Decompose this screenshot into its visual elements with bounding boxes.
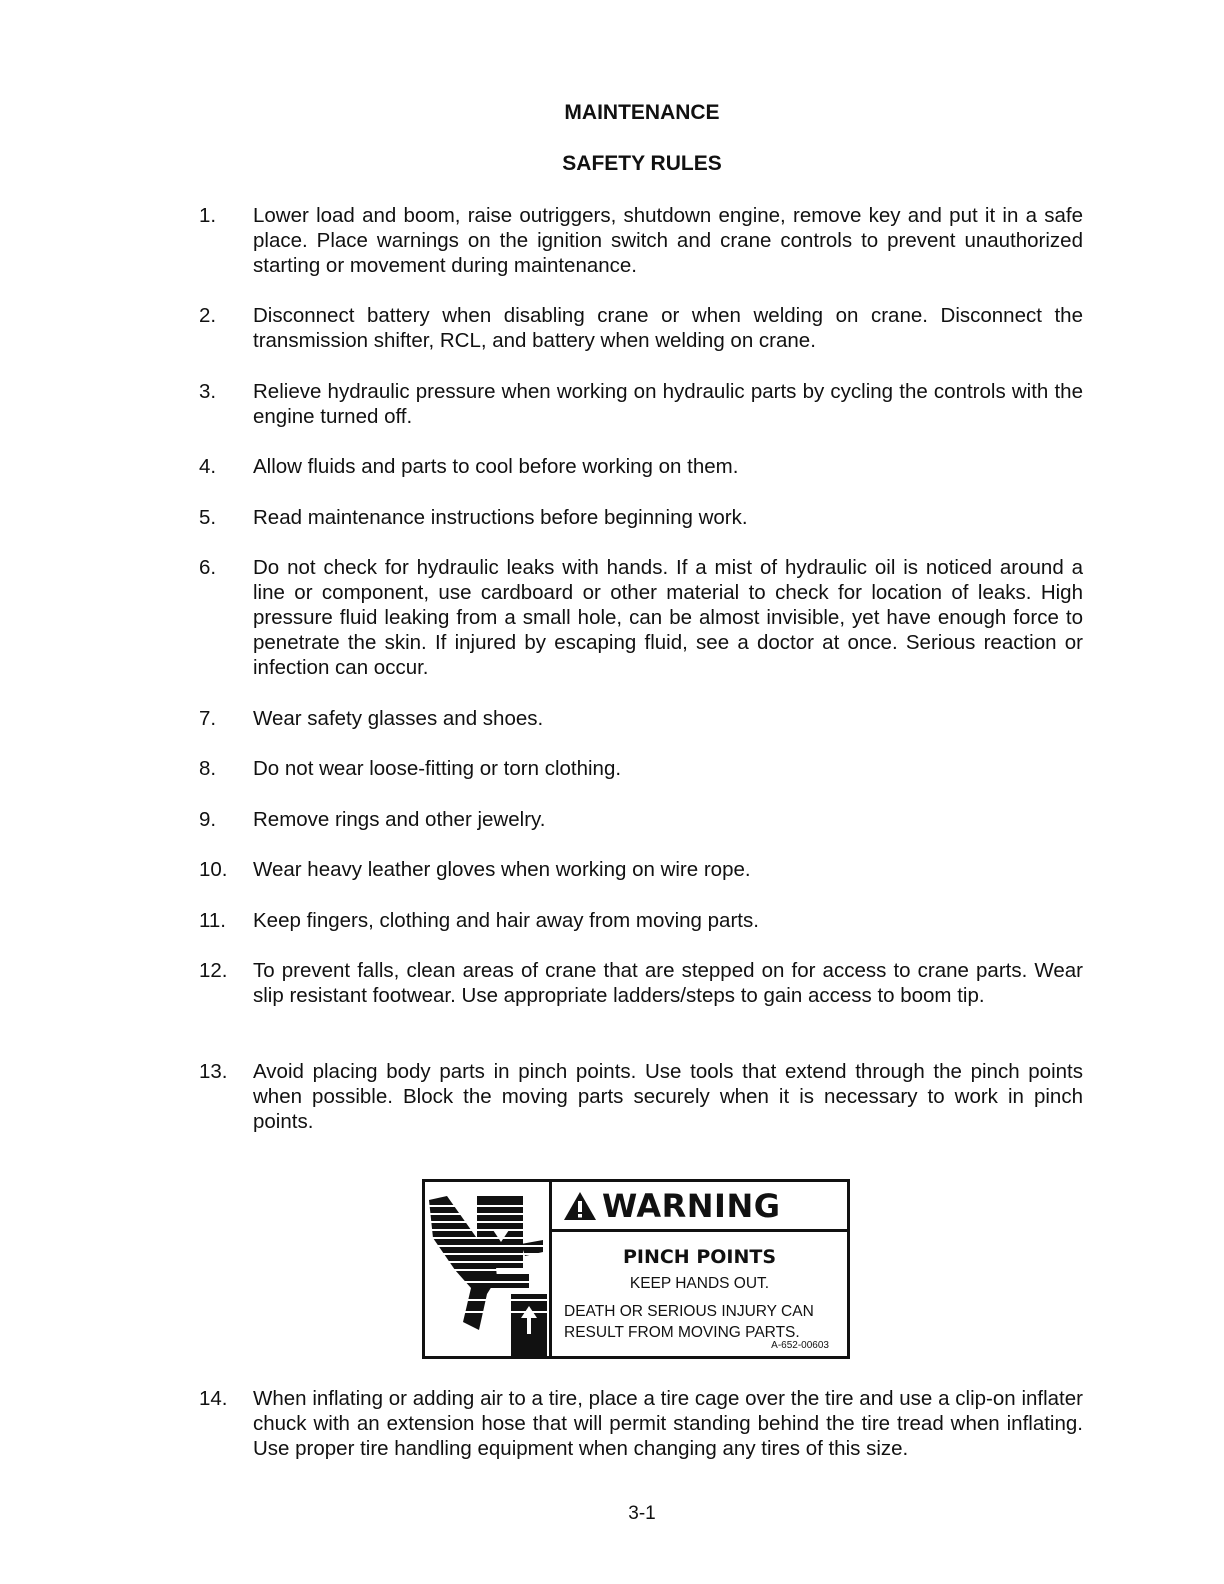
rule-item (199, 379, 1083, 429)
pinch-points-heading: PINCH POINTS (622, 1246, 777, 1268)
rule-text: Do not check for hydraulic leaks with hands. If a mist of hydraulic oil is noticed around a line or component, use cardboard or other material to check for location of leaks. High pressure fluid leaking from a small hole, can be almost invisible, yet have enough force to penetrate the skin. If injured by escaping fluid, see a doctor at once. Serious reaction or infection can occur. (253, 556, 1083, 679)
pinch-hand-pictogram (425, 1182, 552, 1356)
rule-number: 9. (199, 808, 217, 831)
sign-part-number: A-652-00603 (771, 1340, 829, 1351)
rule-number: 4. (199, 455, 217, 478)
rule-number: 2. (199, 304, 217, 327)
rule-number: 3. (199, 380, 217, 403)
rule-number: 11. (199, 909, 226, 932)
rule-text: Do not wear loose-fitting or torn clothing. (253, 757, 622, 780)
rule-item (199, 756, 1083, 781)
rule-number: 13. (199, 1060, 228, 1083)
rule-text: Relieve hydraulic pressure when working on hydraulic parts by cycling the controls with the engine turned off. (253, 380, 1083, 428)
rule-number: 1. (199, 204, 217, 227)
rule-number: 5. (199, 506, 217, 529)
section-title: SAFETY RULES (562, 152, 722, 175)
hazard-text (564, 1301, 814, 1343)
sign-text-panel (552, 1182, 847, 1356)
rule-number: 10. (199, 858, 228, 881)
rule-item (199, 555, 1083, 680)
rule-item (199, 857, 1083, 882)
rule-item (199, 958, 1083, 1008)
rule-text: Wear safety glasses and shoes. (253, 707, 544, 730)
rule-item (199, 505, 1083, 530)
rule-number: 6. (199, 556, 217, 579)
warning-banner (552, 1182, 847, 1232)
rule-item (199, 908, 1083, 933)
rule-text: When inflating or adding air to a tire, place a tire cage over the tire and use a clip-on inflater chuck with an extension hose that will permit standing behind the tire tread when inflating. Use proper tire handling equipment when changing any tires of this size. (253, 1387, 1083, 1460)
hazard-line-2: RESULT FROM MOVING PARTS. (564, 1324, 800, 1341)
rule-item (199, 1059, 1083, 1134)
keep-hands-out-text: KEEP HANDS OUT. (629, 1275, 770, 1292)
rule-text: Lower load and boom, raise outriggers, shutdown engine, remove key and put it in a safe place. Place warnings on the ignition switch and crane controls to prevent unauthorized starting or movement during maintenance. (253, 204, 1083, 277)
rule-number: 12. (199, 959, 228, 982)
rule-text: Read maintenance instructions before beginning work. (253, 506, 748, 529)
rule-item (199, 706, 1083, 731)
rule-text: To prevent falls, clean areas of crane that are stepped on for access to crane parts. Wear slip resistant footwear. Use appropriate ladders/steps to gain access to boom tip. (253, 959, 1083, 1007)
rule-item (199, 454, 1083, 479)
rule-text: Allow fluids and parts to cool before working on them. (253, 455, 739, 478)
rule-number: 8. (199, 757, 217, 780)
hazard-line-1: DEATH OR SERIOUS INJURY CAN (564, 1303, 814, 1320)
hand-pinch-icon (425, 1182, 549, 1356)
rule-number: 14. (199, 1387, 228, 1410)
rule-item (199, 203, 1083, 278)
rule-item (199, 807, 1083, 832)
rule-text: Disconnect battery when disabling crane or when welding on crane. Disconnect the transmission shifter, RCL, and battery when welding on crane. (253, 304, 1083, 352)
rule-text: Avoid placing body parts in pinch points. Use tools that extend through the pinch points when possible. Block the moving parts securely when it is necessary to work in pinch points. (253, 1060, 1083, 1133)
rule-item (199, 303, 1083, 353)
rule-item (199, 1386, 1083, 1461)
pinch-point-warning-sign (422, 1179, 850, 1359)
page-title: MAINTENANCE (564, 101, 720, 124)
rule-text: Wear heavy leather gloves when working on wire rope. (253, 858, 751, 881)
rule-text: Remove rings and other jewelry. (253, 808, 546, 831)
rule-text: Keep fingers, clothing and hair away from moving parts. (253, 909, 759, 932)
warning-label: WARNING (602, 1186, 781, 1225)
rule-number: 7. (199, 707, 217, 730)
warning-triangle-icon (562, 1190, 598, 1222)
page-number: 3-1 (628, 1503, 656, 1524)
